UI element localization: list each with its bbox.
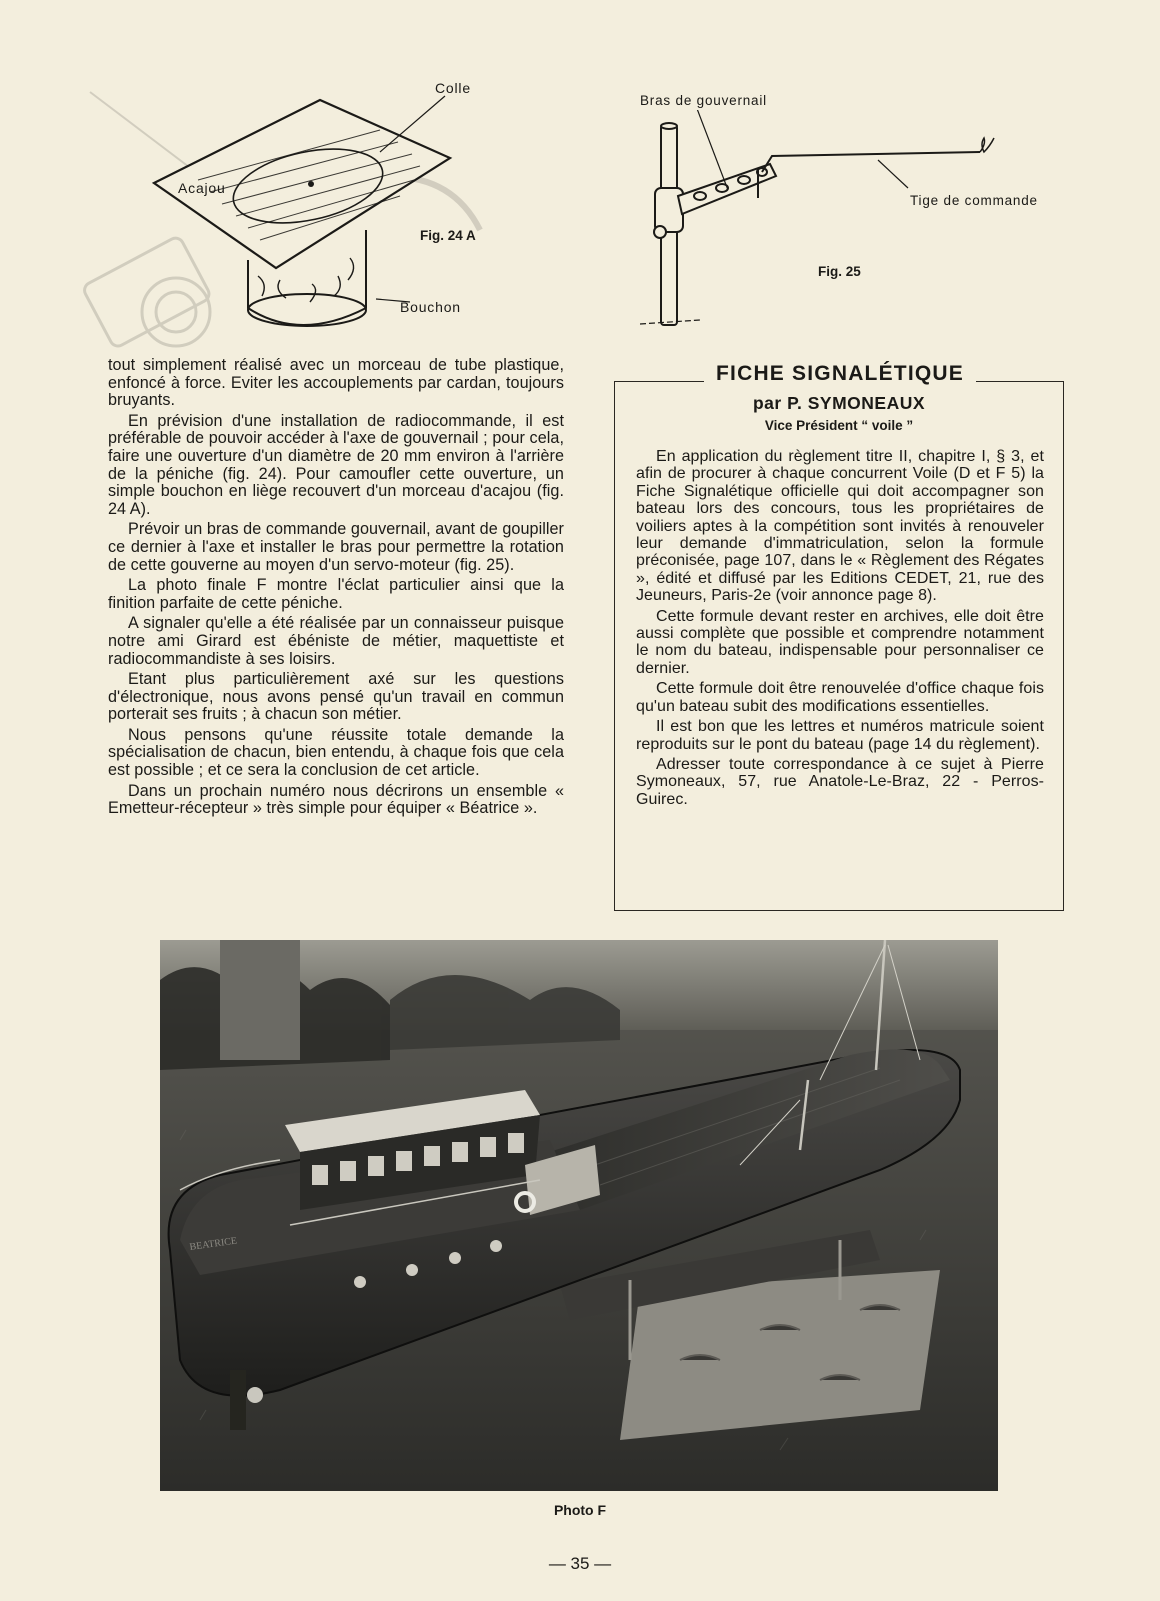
fiche-role: Vice Président “ voile ” — [764, 418, 914, 433]
article-left-column — [108, 357, 564, 821]
callout-bras-de-gouvernail: Bras de gouvernail — [640, 93, 767, 108]
paragraph: En application du règlement titre II, chapitre I, § 3, et afin de procurer à chaque concurrent Voile (D et F 5) la Fiche Signalétique officielle qui doit accompagner son bateau lors des concours, tous les propriétaires de voiliers aptes à la compétition sont invités à renouveler leur demande d'immatriculation, selon la formule préconisée, page 107, dans le « Règlement des Régates », édité et diffusé par les Editions CEDET, 21, rue des Jeuneurs, Paris-2e (voir annonce page 8). — [636, 448, 1044, 605]
callout-acajou: Acajou — [178, 180, 226, 196]
fiche-body — [636, 448, 1044, 811]
paragraph: tout simplement réalisé avec un morceau de tube plastique, enfoncé à force. Eviter les accouplements par cardan, toujours bruyants. — [108, 356, 564, 410]
callout-colle: Colle — [435, 80, 471, 96]
fiche-title-text: FICHE SIGNALÉTIQUE — [704, 362, 976, 385]
paragraph: Dans un prochain numéro nous décrirons un ensemble « Emetteur-récepteur » très simple pour équiper « Béatrice ». — [108, 781, 564, 818]
figure-25 — [630, 110, 1030, 335]
paragraph: Nous pensons qu'une réussite totale demande la spécialisation de chacun, bien entendu, à chaque fois que cela est possible ; et ce sera la conclusion de cet article. — [108, 725, 564, 780]
hull-name: BEATRICE — [188, 1235, 238, 1253]
barge-photo — [160, 940, 998, 1491]
paragraph: Prévoir un bras de commande gouvernail, avant de goupiller ce dernier à l'axe et installer le bras pour permettre la rotation de cette gouverne au moyen d'un servo-moteur (fig. 25). — [108, 520, 564, 574]
photo-caption: Photo F — [553, 1502, 607, 1518]
figure-25-label: Fig. 25 — [818, 264, 861, 279]
callout-tige-de-commande: Tige de commande — [910, 193, 1038, 208]
paragraph: A signaler qu'elle a été réalisée par un connaisseur puisque notre ami Girard est ébéniste de métier, maquettiste et radiocommandiste à ses loisirs. — [108, 614, 564, 668]
paragraph: La photo finale F montre l'éclat particulier ainsi que la finition parfaite de cette péniche. — [108, 576, 564, 612]
paragraph: Il est bon que les lettres et numéros matricule soient reproduits sur le pont du bateau (page 14 du règlement). — [636, 718, 1044, 753]
figure-24a-label: Fig. 24 A — [420, 228, 476, 243]
paragraph: En prévision d'une installation de radiocommande, il est préférable de pouvoir accéder à l'axe de gouvernail ; pour cela, faire une ouverture d'un diamètre de 20 mm environ à l'arrière de la péniche (fig. 24). Pour camoufler cette ouverture, un simple bouchon en liège recouvert d'un morceau d'acajou (fig. 24 A). — [108, 411, 564, 518]
paragraph: Etant plus particulièrement axé sur les questions d'électronique, nous avons pensé qu'un travail en commun porterait ses fruits ; à chacun son métier. — [108, 670, 564, 724]
paragraph: Cette formule devant rester en archives, elle doit être aussi complète que possible et comprendre notamment le nom du bateau, indispensable pour personnaliser ce dernier. — [636, 607, 1044, 677]
callout-bouchon: Bouchon — [400, 299, 461, 315]
photo-f — [160, 940, 998, 1491]
page-number: — 35 — — [548, 1554, 612, 1573]
paragraph: Adresser toute correspondance à ce sujet à Pierre Symoneaux, 57, rue Anatole-Le-Braz, 22 - Perros-Guirec. — [636, 755, 1044, 808]
paragraph: Cette formule doit être renouvelée d'office chaque fois qu'un bateau subit des modifications essentielles. — [636, 680, 1044, 715]
fiche-title — [620, 362, 1060, 386]
fiche-author: par P. SYMONEAUX — [752, 393, 926, 413]
